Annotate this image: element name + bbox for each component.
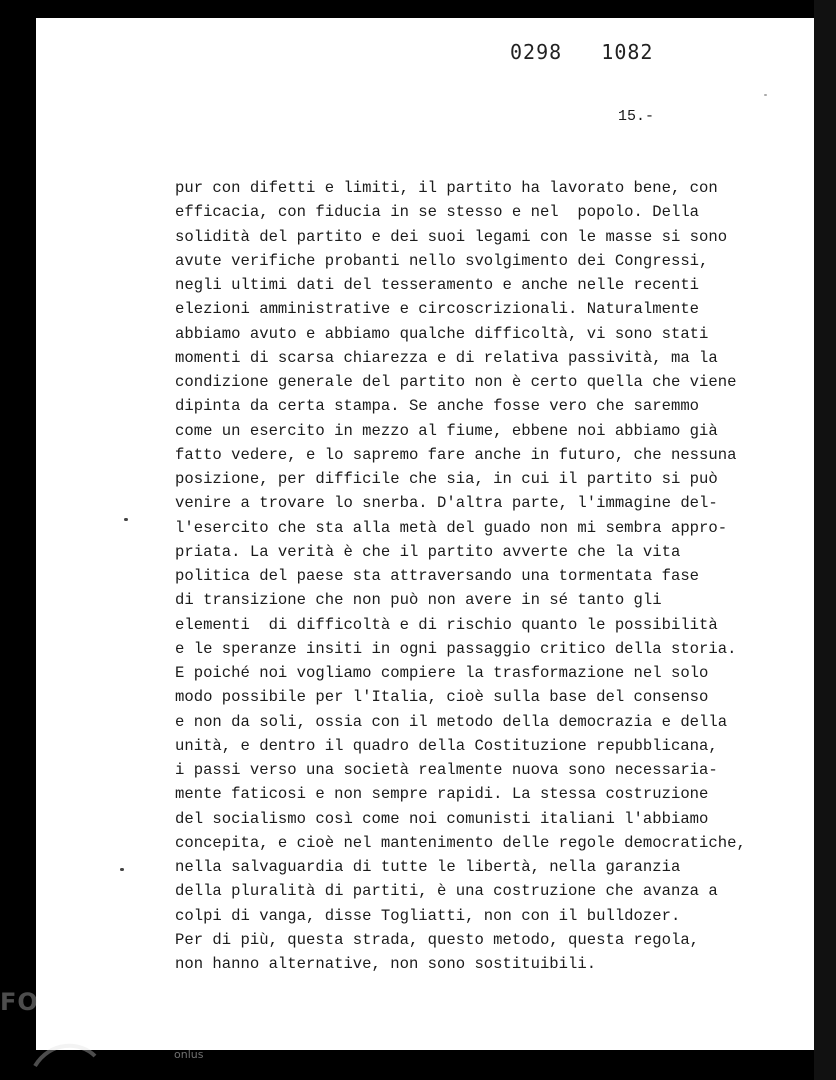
document-page xyxy=(36,18,814,1050)
text-line: avute verifiche probanti nello svolgimento dei Congressi, xyxy=(175,251,709,270)
text-line: della pluralità di partiti, è una costruzione che avanza a xyxy=(175,882,718,901)
text-line: fatto vedere, e lo sapremo fare anche in futuro, che nessuna xyxy=(175,445,737,464)
text-line: l'esercito che sta alla metà del guado non mi sembra appro- xyxy=(175,518,728,537)
text-line: mente faticosi e non sempre rapidi. La stessa costruzione xyxy=(175,785,709,804)
text-line: modo possibile per l'Italia, cioè sulla base del consenso xyxy=(175,688,709,707)
text-line: elezioni amministrative e circoscrizionali. Naturalmente xyxy=(175,300,700,319)
text-line: politica del paese sta attraversando una tormentata fase xyxy=(175,567,700,585)
text-line: concepita, e cioè nel mantenimento delle regole democratiche, xyxy=(175,833,746,852)
text-line: nella salvaguardia di tutte le libertà, nella garanzia xyxy=(175,858,681,876)
scan-edge xyxy=(814,0,836,1080)
text-line: priata. La verità è che il partito avverte che la vita xyxy=(175,542,681,561)
text-line: abbiamo avuto e abbiamo qualche difficoltà, vi sono stati xyxy=(175,324,709,343)
text-line: solidità del partito e dei suoi legami con le masse si sono xyxy=(175,227,728,246)
watermark-swirl-icon xyxy=(30,1036,100,1072)
text-line: i passi verso una società realmente nuova sono necessaria- xyxy=(175,761,718,779)
text-line: come un esercito in mezzo al fiume, ebbene noi abbiamo già xyxy=(175,421,718,440)
page-number: 15.- xyxy=(618,108,655,125)
text-line: pur con difetti e limiti, il partito ha lavorato bene, con xyxy=(175,179,718,197)
text-line: efficacia, con fiducia in se stesso e nel popolo. Della xyxy=(175,203,700,222)
text-line: di transizione che non può non avere in sé tanto gli xyxy=(175,591,662,610)
text-line: unità, e dentro il quadro della Costituzione repubblicana, xyxy=(175,736,718,755)
text-line: colpi di vanga, disse Togliatti, non con il bulldozer. xyxy=(175,906,681,925)
text-line: e le speranze insiti in ogni passaggio critico della storia. xyxy=(175,639,737,658)
text-line: momenti di scarsa chiarezza e di relativa passività, ma la xyxy=(175,348,718,367)
stray-mark xyxy=(764,94,767,96)
text-line: e non da soli, ossia con il metodo della democrazia e della xyxy=(175,712,728,731)
archive-number: 0298 1082 xyxy=(510,40,654,64)
text-line: dipinta da certa stampa. Se anche fosse vero che saremmo xyxy=(175,397,700,416)
text-line: posizione, per difficile che sia, in cui il partito si può xyxy=(175,470,718,488)
stray-mark xyxy=(120,868,124,871)
text-line: del socialismo così come noi comunisti italiani l'abbiamo xyxy=(175,809,709,828)
text-line: Per di più, questa strada, questo metodo, questa regola, xyxy=(175,930,700,949)
stray-mark xyxy=(124,518,128,521)
text-line: E poiché noi vogliamo compiere la trasformazione nel solo xyxy=(175,664,709,682)
text-line: negli ultimi dati del tesseramento e anche nelle recenti xyxy=(175,276,700,294)
watermark-subtext: onlus xyxy=(174,1048,204,1061)
text-line: venire a trovare lo snerba. D'altra parte, l'immagine del- xyxy=(175,494,718,513)
text-line: non hanno alternative, non sono sostituibili. xyxy=(175,955,597,973)
text-line: condizione generale del partito non è certo quella che viene xyxy=(175,373,737,391)
text-line: elementi di difficoltà e di rischio quanto le possibilità xyxy=(175,615,718,634)
watermark-logo: FO xyxy=(0,988,39,1016)
body-text xyxy=(175,176,795,976)
